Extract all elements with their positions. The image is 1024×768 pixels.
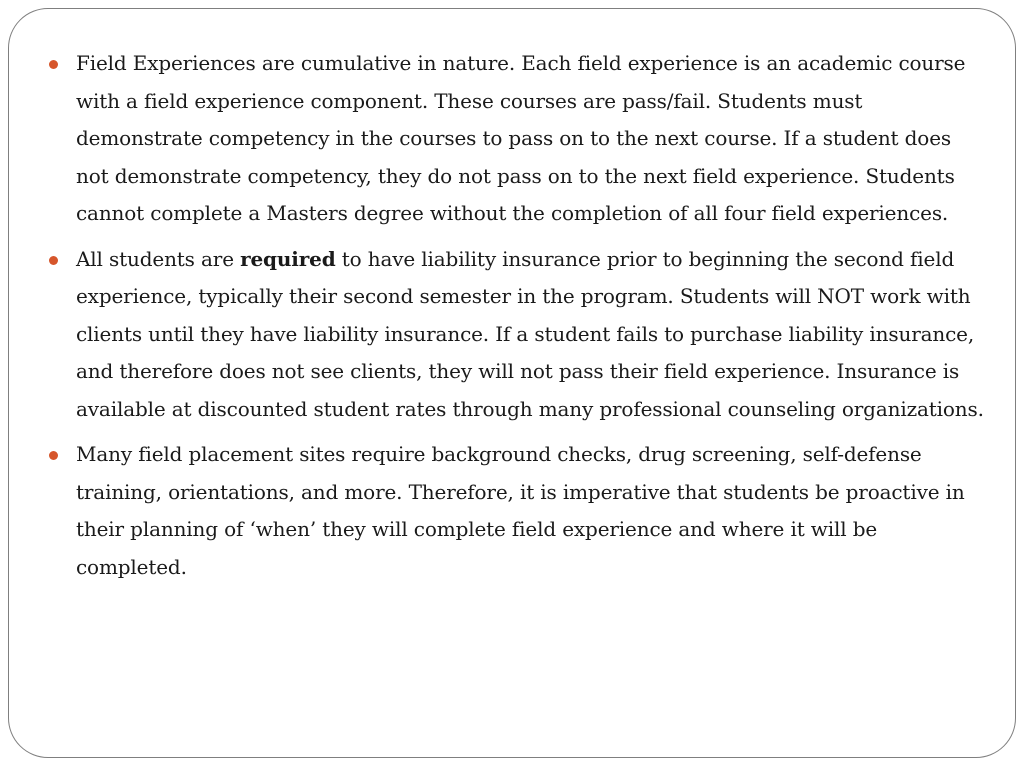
bullet-cumulative-field-experiences bbox=[47, 45, 987, 233]
bullet-list bbox=[47, 45, 987, 594]
slide-frame bbox=[8, 8, 1016, 758]
bullet-liability-insurance bbox=[47, 241, 987, 429]
bullet-dot-icon bbox=[49, 60, 58, 69]
bullet-text: Field Experiences are cumulative in nature. Each field experience is an academic course with a field experience component. These courses are pass/fail. Students must demonstrate competency in the courses to pass on to the next course. If a student does not demonstrate competency, they do not pass on to the next field experience. Students cannot complete a Masters degree without the completion of all four field experiences. bbox=[76, 51, 966, 225]
bullet-emphasis-required: required bbox=[240, 246, 336, 271]
bullet-text-after: to have liability insurance prior to beginning the second field experience, typically their second semester in the program. Students will NOT work with clients until they have liability insurance. If a student fails to purchase liability insurance, and therefore does not see clients, they will not pass their field experience. Insurance is available at discounted student rates through many professional counseling organizations. bbox=[76, 246, 984, 421]
bullet-text: Many field placement sites require background checks, drug screening, self-defense training, orientations, and more. Therefore, it is imperative that students be proactive in their planning of ‘when’ they will complete field experience and where it will be completed. bbox=[76, 442, 965, 579]
bullet-text-before: All students are bbox=[76, 246, 241, 271]
bullet-placement-requirements bbox=[47, 436, 987, 586]
bullet-dot-icon bbox=[49, 256, 58, 265]
bullet-dot-icon bbox=[49, 451, 58, 460]
